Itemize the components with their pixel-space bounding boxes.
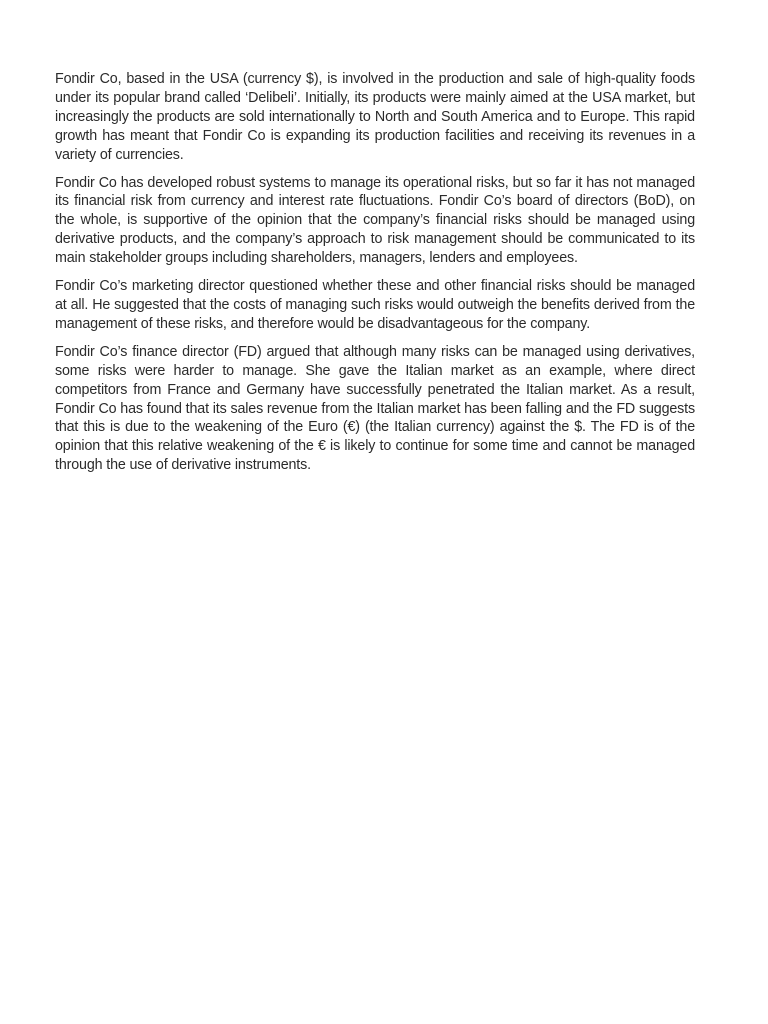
paragraph-1: Fondir Co, based in the USA (currency $), is involved in the production and sale of high-quality foods under its popular brand called ‘Delibeli’. Initially, its products were mainly aimed at the USA market, but increasingly the products are sold internationally to North and South America and to Europe. This rapid growth has meant that Fondir Co is expanding its production facilities and receiving its revenues in a variety of currencies. xyxy=(55,71,695,163)
paragraph-2: Fondir Co has developed robust systems to manage its operational risks, but so far it has not managed its financial risk from currency and interest rate fluctuations. Fondir Co’s board of directors (BoD), on the whole, is supportive of the opinion that the company’s financial risks should be managed using derivative products, and the company’s approach to risk management should be communicated to its main stakeholder groups including shareholders, managers, lenders and employees. xyxy=(55,174,695,267)
paragraph-3: Fondir Co’s marketing director questioned whether these and other financial risks should be managed at all. He suggested that the costs of managing such risks would outweigh the benefits derived from the management of these risks, and therefore would be disadvantageous for the company. xyxy=(55,278,695,332)
paragraph-4: Fondir Co’s finance director (FD) argued that although many risks can be managed using derivatives, some risks were harder to manage. She gave the Italian market as an example, where direct competitors from France and Germany have successfully penetrated the Italian market. As a result, Fondir Co has found that its sales revenue from the Italian market has been falling and the FD suggests that this is due to the weakening of the Euro (€) (the Italian currency) against the $. The FD is of the opinion that this relative weakening of the € is likely to continue for some time and cannot be managed through the use of derivative instruments. xyxy=(55,343,695,474)
document-page xyxy=(55,70,695,484)
